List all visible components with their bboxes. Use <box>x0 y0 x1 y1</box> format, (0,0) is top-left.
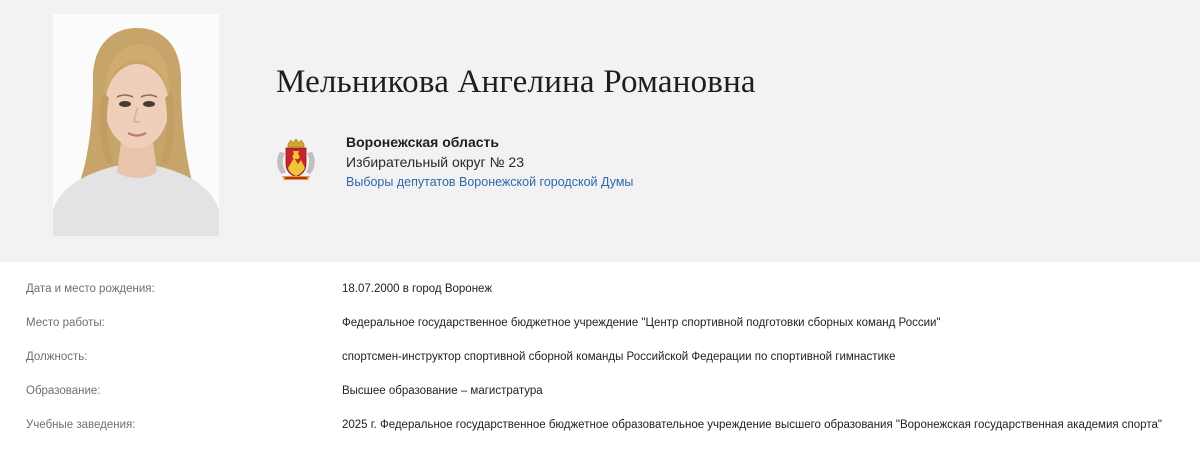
detail-label: Место работы: <box>26 317 105 329</box>
candidate-photo <box>53 14 219 236</box>
candidate-name: Мельникова Ангелина Романовна <box>276 64 756 100</box>
detail-value: Федеральное государственное бюджетное учреждение "Центр спортивной подготовки сборных команд России" <box>342 317 941 329</box>
detail-row-education <box>0 377 1200 411</box>
region-info <box>346 133 633 191</box>
detail-value: 18.07.2000 в город Воронеж <box>342 283 493 295</box>
voronezh-coat-of-arms-icon <box>274 138 318 182</box>
election-link[interactable]: Выборы депутатов Воронежской городской Думы <box>346 175 634 189</box>
detail-row-workplace <box>0 309 1200 343</box>
detail-row-institutions <box>0 411 1200 445</box>
detail-label: Учебные заведения: <box>26 419 136 431</box>
detail-value: спортсмен-инструктор спортивной сборной команды Российской Федерации по спортивной гимнастике <box>342 351 896 363</box>
detail-row-birth <box>0 275 1200 309</box>
detail-value: 2025 г. Федеральное государственное бюджетное образовательное учреждение высшего образования "Воронежская государственная академия спорта" <box>342 419 1162 431</box>
detail-label: Должность: <box>26 351 88 363</box>
detail-value: Высшее образование – магистратура <box>342 385 543 397</box>
region-name: Воронежская область <box>346 134 499 150</box>
detail-label: Образование: <box>26 385 101 397</box>
candidate-details <box>0 262 1200 445</box>
detail-label: Дата и место рождения: <box>26 283 155 295</box>
detail-row-position <box>0 343 1200 377</box>
electoral-district: Избирательный округ № 23 <box>346 154 524 170</box>
